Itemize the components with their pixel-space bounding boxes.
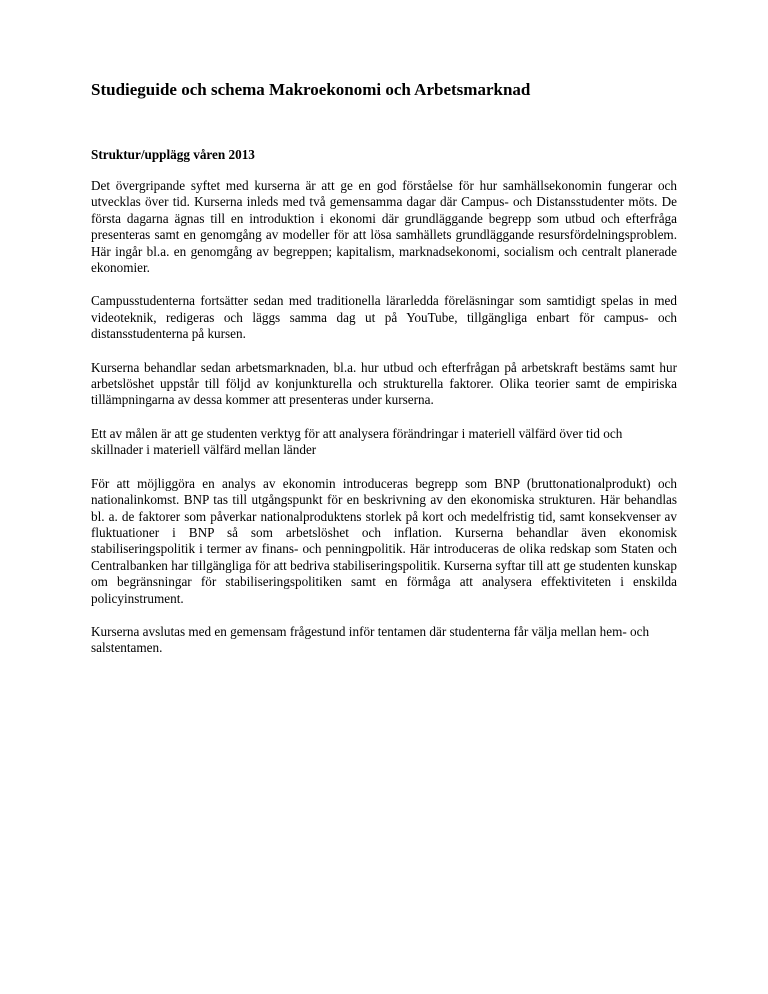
paragraph-gdp-analysis: För att möjliggöra en analys av ekonomin introduceras begrepp som BNP (bruttonationalprodukt) och nationalinkomst. BNP tas till utgångspunkt för en beskrivning av den ekonomiska strukturen. Här behandlas bl. a. de faktorer som påverkar nationalproduktens storlek på kort och medelfristig tid, samt konsekvenser av fluktuationer i BNP så som arbetslöshet och inflation. Kurserna behandlar även ekonomisk stabiliseringspolitik i termer av finans- och penningpolitik. Här introduceras de olika redskap som Staten och Centralbanken har tillgängliga för att bedriva stabiliseringspolitik. Kurserna syftar till att ge studenten kunskap om begränsningar för stabiliseringspolitiken samt en förmåga att analysera effektiviteten i enskilda policyinstrument. [91,475,677,606]
paragraph-goals: Ett av målen är att ge studenten verktyg för att analysera förändringar i materiell välfärd över tid och skillnader i materiell välfärd mellan länder [91,425,623,458]
document-body [91,178,677,674]
paragraph-labor-market: Kurserna behandlar sedan arbetsmarknaden, bl.a. hur utbud och efterfrågan på arbetskraft bestäms samt hur arbetslöshet uppstår till följd av konjunkturella och strukturella faktorer. Olika teorier samt de empiriska tillämpningarna av dessa kommer att presenteras under kurserna. [91,359,677,408]
section-heading: Struktur/upplägg våren 2013 [91,147,255,162]
paragraph-campus-lectures: Campusstudenterna fortsätter sedan med traditionella lärarledda föreläsningar som samtidigt spelas in med videoteknik, redigeras och läggs samma dag ut på YouTube, tillgängliga enbart för campus- och distansstudenterna på kursen. [91,293,677,342]
paragraph-purpose: Det övergripande syftet med kurserna är att ge en god förståelse för hur samhällsekonomin fungerar och utvecklas över tid. Kurserna inleds med två gemensamma dagar där Campus- och Distansstudenter möts. De första dagarna ägnas till en introduktion i ekonomi där grundläggande begrepp som utbud och efterfråga presenteras samt en genomgång av modeller för att lösa samhällets grundläggande resursfördelningsproblem. Här ingår bl.a. en genomgång av begreppen; kapitalism, marknadsekonomi, socialism och centralt planerade ekonomier. [91,178,677,276]
document-title: Studieguide och schema Makroekonomi och Arbetsmarknad [91,80,531,99]
paragraph-conclusion: Kurserna avslutas med en gemensam frågestund inför tentamen där studenterna får välja mellan hem- och salstentamen. [91,623,650,656]
